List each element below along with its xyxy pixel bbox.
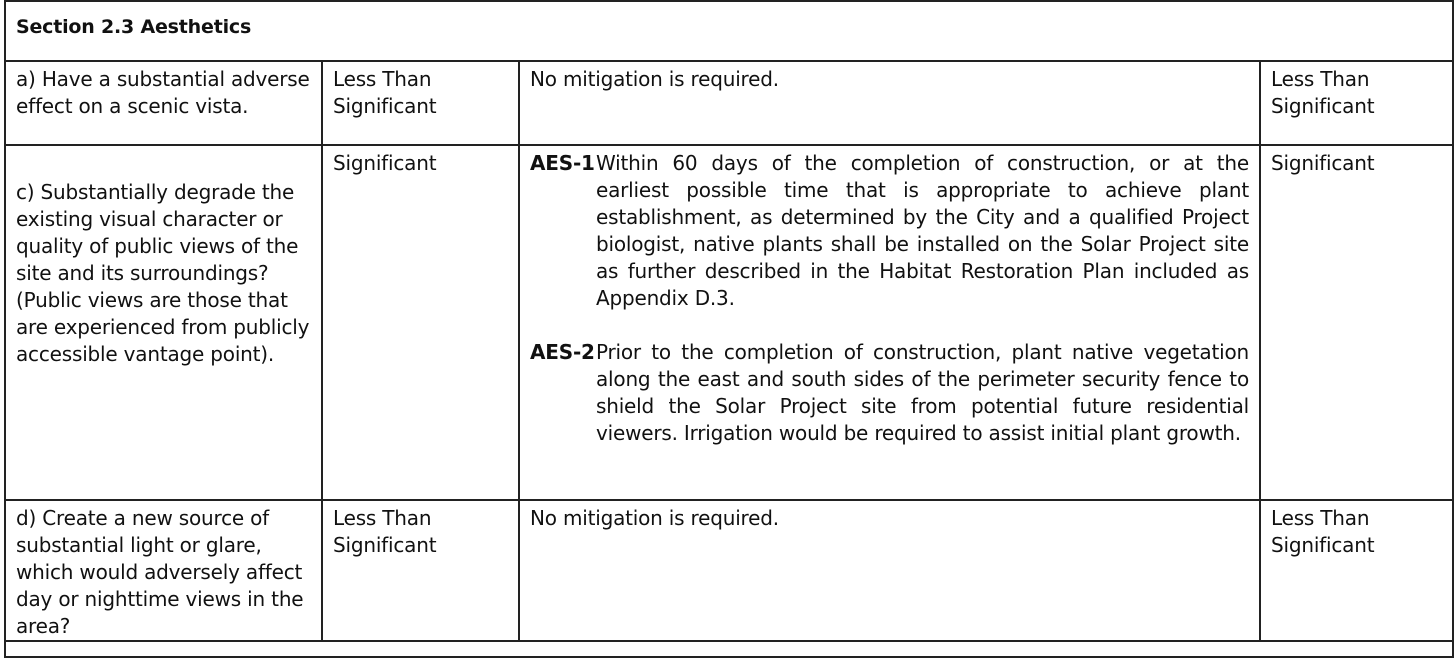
significance-after-cell: Significant xyxy=(1260,145,1453,500)
significance-before-cell: Less Than Significant xyxy=(322,61,519,145)
significance-before-cell: Less Than Significant xyxy=(322,500,519,641)
impact-cell xyxy=(5,61,322,145)
impact-text: d) Create a new source of substantial light or glare, which would adversely affect day or nighttime views in the area? xyxy=(16,506,304,638)
next-row-strip xyxy=(5,641,1453,657)
section-header-row xyxy=(5,1,1453,61)
table-row xyxy=(5,500,1453,641)
impact-cell xyxy=(5,145,322,500)
significance-before-cell: Significant xyxy=(322,145,519,500)
section-title: Section 2.3 Aesthetics xyxy=(5,1,1453,61)
significance-after-cell: Less Than Significant xyxy=(1260,500,1453,641)
mitigation-cell xyxy=(519,145,1260,500)
impact-text: a) Have a substantial adverse effect on a scenic vista. xyxy=(16,67,310,118)
table-row xyxy=(5,145,1453,500)
measure-id: AES-2 xyxy=(530,340,595,364)
impact-text: c) Substantially degrade the existing visual character or quality of public views of the site and its surroundings? (Public views are those that are experienced from publicly accessible vantage point). xyxy=(16,180,310,366)
measure-id: AES-1 xyxy=(530,151,595,175)
mitigation-measure xyxy=(530,339,1249,447)
impact-cell xyxy=(5,500,322,641)
measure-text: Within 60 days of the completion of construction, or at the earliest possible time that is appropriate to achieve plant establishment, as determined by the City and a qualified Project biologist, native plants shall be installed on the Solar Project site as further described in the Habitat Restoration Plan included as Appendix D.3. xyxy=(596,151,1249,310)
significance-after-cell: Less Than Significant xyxy=(1260,61,1453,145)
measure-text: Prior to the completion of construction, plant native vegetation along the east and south sides of the perimeter security fence to shield the Solar Project site from potential future residential viewers. Irrigation would be required to assist initial plant growth. xyxy=(596,340,1249,445)
mitigation-cell: No mitigation is required. xyxy=(519,500,1260,641)
table-row xyxy=(5,61,1453,145)
mitigation-measure xyxy=(530,150,1249,312)
mitigation-cell: No mitigation is required. xyxy=(519,61,1260,145)
mitigation-table xyxy=(4,0,1454,658)
